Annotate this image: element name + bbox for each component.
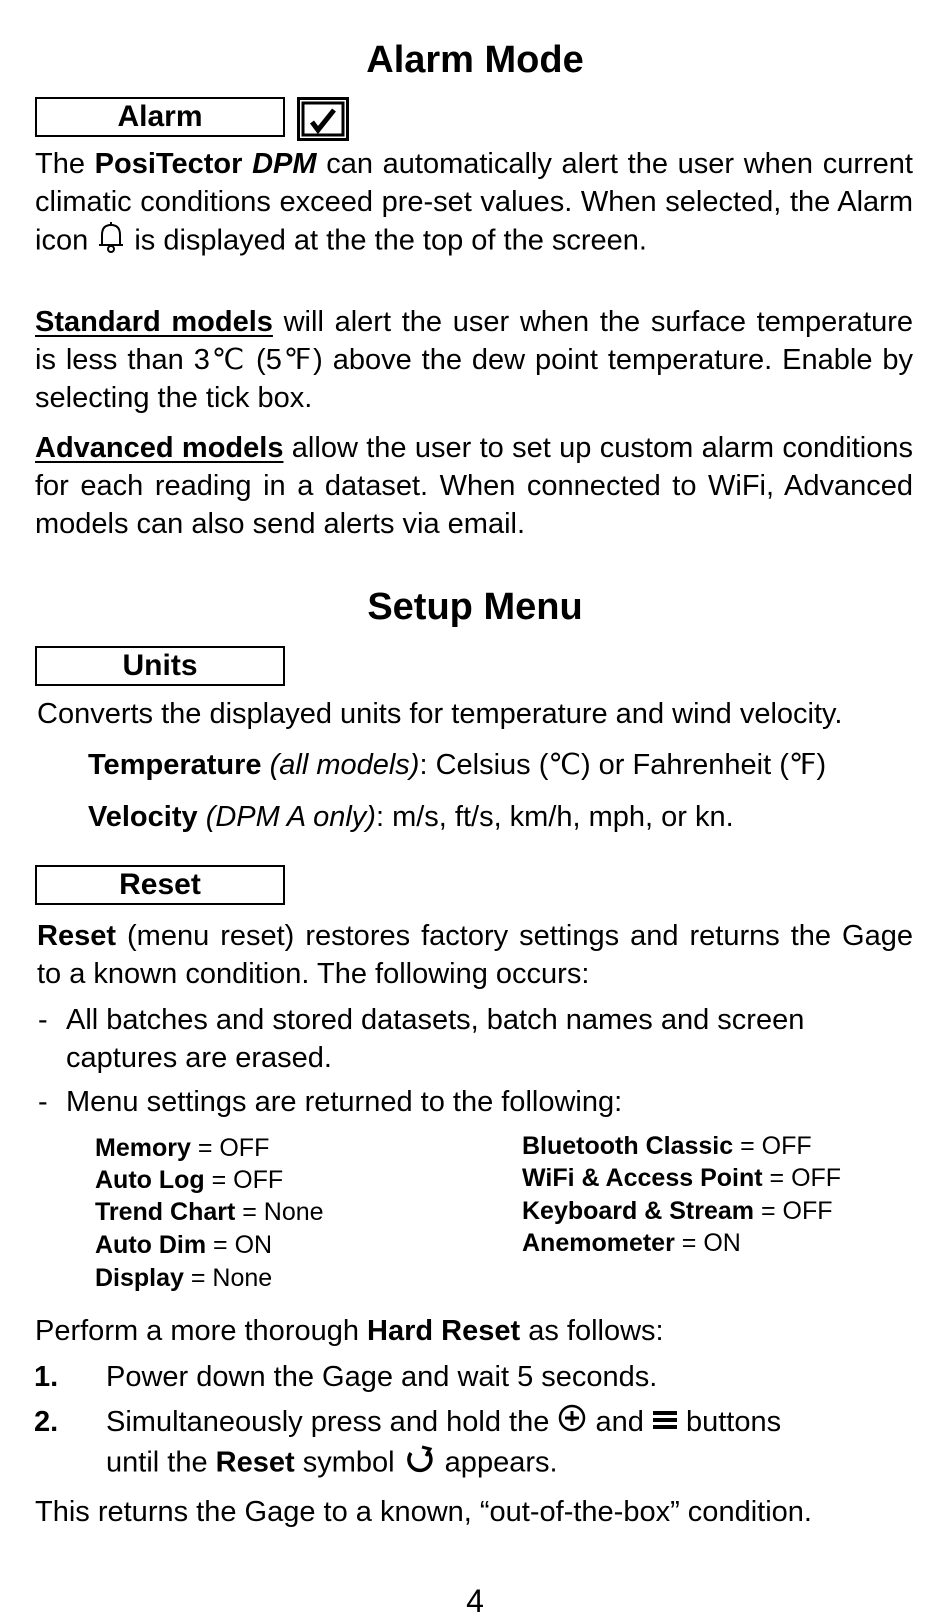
setting-value: = None xyxy=(183,1264,273,1292)
setting-name: Trend Chart xyxy=(95,1198,236,1226)
reset-label: Reset xyxy=(37,920,116,952)
setting-row xyxy=(95,1196,324,1228)
setting-name: WiFi & Access Point xyxy=(522,1164,763,1192)
temperature-label: Temperature xyxy=(88,749,262,781)
reset-bullet-2: Menu settings are returned to the following: xyxy=(66,1086,623,1118)
setting-row xyxy=(95,1262,272,1294)
reset-text: (menu reset) restores factory settings and returns the Gage to a known condition. The following occurs: xyxy=(37,920,913,990)
advanced-models-text: allow the user to set up custom alarm conditions for each reading in a dataset. When connected to WiFi, Advanced models can also send alerts via email. xyxy=(35,432,913,540)
setting-value: = OFF xyxy=(190,1134,270,1162)
step-text-1: Power down the Gage and wait 5 seconds. xyxy=(106,1361,658,1393)
setting-value: = OFF xyxy=(762,1164,842,1192)
hard-reset-intro xyxy=(35,1312,664,1350)
hard-reset-text-2: as follows: xyxy=(520,1315,664,1347)
step-text-2 xyxy=(106,1403,906,1485)
bullet-dash-2: - xyxy=(38,1086,48,1118)
standard-models-text: will alert the user when the surface temperature is less than 3℃ (5℉) above the dew point temperature. Enable by selecting the tick box. xyxy=(35,306,914,414)
setting-row xyxy=(95,1164,283,1196)
closing-text: This returns the Gage to a known, “out-of-the-box” condition. xyxy=(35,1496,812,1528)
velocity-option xyxy=(88,798,734,836)
units-description: Converts the displayed units for temperature and wind velocity. xyxy=(37,698,843,730)
bullet-dash-1: - xyxy=(38,1004,48,1036)
alarm-mode-heading: Alarm Mode xyxy=(366,39,584,81)
setting-name: Memory xyxy=(95,1134,191,1162)
setting-name: Display xyxy=(95,1264,184,1292)
setting-name: Auto Dim xyxy=(95,1231,207,1259)
units-menu-item: Units xyxy=(35,646,285,686)
setting-row xyxy=(522,1130,812,1162)
model-name: DPM xyxy=(252,148,317,180)
hard-reset-label: Hard Reset xyxy=(367,1315,521,1347)
velocity-text: : m/s, ft/s, km/h, mph, or kn. xyxy=(375,801,734,833)
reset-symbol-icon xyxy=(403,1443,437,1485)
setting-value: = None xyxy=(235,1198,324,1226)
setup-menu-heading: Setup Menu xyxy=(367,586,583,628)
setting-name: Bluetooth Classic xyxy=(522,1132,734,1160)
standard-models-label: Standard models xyxy=(35,306,273,338)
standard-models-paragraph xyxy=(35,303,913,417)
step2-reset-label: Reset xyxy=(215,1447,295,1479)
step2-text-4: until the xyxy=(106,1447,216,1479)
setting-value: = OFF xyxy=(204,1166,284,1194)
setting-value: = ON xyxy=(674,1229,741,1257)
intro-text-2: can automatically alert the user when current climatic conditions exceed pre-set values. When selected, the Alarm icon xyxy=(35,148,913,257)
setting-row xyxy=(522,1227,741,1259)
setting-value: = ON xyxy=(206,1231,273,1259)
temperature-option xyxy=(88,746,826,784)
setting-row xyxy=(522,1162,841,1194)
step2-text-2: and xyxy=(587,1406,652,1438)
intro-text-1: The xyxy=(35,148,95,180)
menu-button-icon xyxy=(652,1404,678,1442)
reset-paragraph xyxy=(37,917,913,993)
step2-text-5: symbol xyxy=(294,1447,403,1479)
reset-bullet-1: All batches and stored datasets, batch names and screen captures are erased. xyxy=(66,1004,805,1074)
checked-checkbox-icon xyxy=(297,97,349,141)
bell-icon xyxy=(96,221,126,263)
alarm-intro-paragraph xyxy=(35,145,913,263)
setting-name: Keyboard & Stream xyxy=(522,1197,755,1225)
velocity-label: Velocity xyxy=(88,801,198,833)
step-number-1: 1. xyxy=(34,1361,59,1393)
step2-text-6: appears. xyxy=(436,1447,558,1479)
reset-menu-item: Reset xyxy=(35,865,285,905)
step-number-2: 2. xyxy=(34,1406,59,1438)
temperature-text: : Celsius (℃) or Fahrenheit (℉) xyxy=(419,749,827,781)
setting-value: = OFF xyxy=(733,1132,812,1160)
setting-name: Auto Log xyxy=(95,1166,205,1194)
advanced-models-paragraph xyxy=(35,429,913,543)
setting-row xyxy=(95,1132,269,1164)
step2-text-3: buttons xyxy=(677,1406,782,1438)
advanced-models-label: Advanced models xyxy=(35,432,284,464)
setting-value: = OFF xyxy=(754,1197,833,1225)
plus-button-icon xyxy=(557,1403,587,1443)
velocity-scope: (DPM A only) xyxy=(205,801,376,833)
setting-row xyxy=(522,1195,833,1227)
setting-row xyxy=(95,1229,272,1261)
alarm-menu-item: Alarm xyxy=(35,97,285,137)
temperature-scope: (all models) xyxy=(269,749,420,781)
page-number: 4 xyxy=(466,1583,484,1619)
hard-reset-text-1: Perform a more thorough xyxy=(35,1315,368,1347)
setting-name: Anemometer xyxy=(522,1229,675,1257)
step2-text-1: Simultaneously press and hold the xyxy=(106,1406,558,1438)
intro-text-3: is displayed at the the top of the screen. xyxy=(126,224,647,257)
brand-name: PosiTector xyxy=(94,148,243,180)
